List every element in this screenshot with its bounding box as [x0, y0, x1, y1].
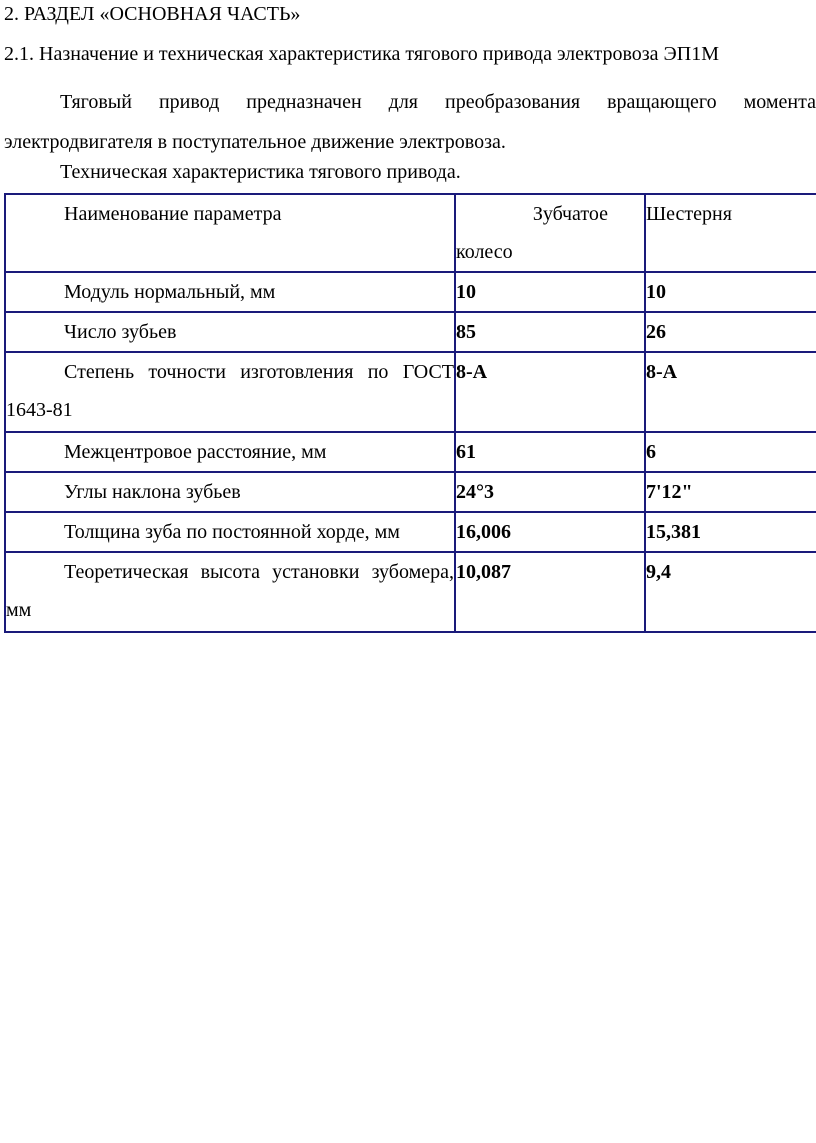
parameter-cell — [5, 312, 455, 352]
pinion-value: 9,4 — [645, 552, 816, 632]
table-row — [5, 312, 816, 352]
gear-value: 10 — [455, 272, 645, 312]
parameter-name: Модуль нормальный, мм — [64, 281, 276, 303]
header-gear-line1: Зубчатое — [532, 203, 608, 225]
parameter-cell — [5, 352, 455, 432]
table-row — [5, 472, 816, 512]
table-header-row — [5, 194, 816, 272]
gear-value: 16,006 — [455, 512, 645, 552]
parameter-cell — [5, 472, 455, 512]
gear-value: 85 — [455, 312, 645, 352]
parameter-cell — [5, 552, 455, 632]
parameter-name: Теоретическая высота установки зубомера, мм — [6, 561, 454, 621]
purpose-paragraph — [4, 82, 816, 162]
table-row — [5, 552, 816, 632]
pinion-value: 7'12" — [645, 472, 816, 512]
parameter-name: Число зубьев — [64, 321, 177, 343]
purpose-paragraph-text: Тяговый привод предназначен для преобразования вращающего момента электродвигателя в поступательное движение электровоза. — [4, 91, 816, 153]
pinion-value: 8-А — [645, 352, 816, 432]
header-gear-line2: колесо — [456, 241, 513, 263]
parameter-cell — [5, 432, 455, 472]
pinion-value: 26 — [645, 312, 816, 352]
pinion-value: 6 — [645, 432, 816, 472]
parameter-cell — [5, 512, 455, 552]
header-parameter-cell — [5, 194, 455, 272]
gear-value: 24°3 — [455, 472, 645, 512]
table-row — [5, 272, 816, 312]
table-row — [5, 352, 816, 432]
table-caption: Техническая характеристика тягового привода. — [60, 161, 461, 183]
subsection-title: 2.1. Назначение и техническая характеристика тягового привода электровоза ЭП1М — [4, 43, 719, 65]
header-gear-cell — [455, 194, 645, 272]
parameter-name: Углы наклона зубьев — [64, 481, 241, 503]
header-pinion: Шестерня — [646, 203, 732, 225]
header-pinion-cell — [645, 194, 816, 272]
pinion-value: 15,381 — [645, 512, 816, 552]
gear-value: 8-А — [455, 352, 645, 432]
spec-table — [4, 193, 816, 633]
table-row — [5, 512, 816, 552]
parameter-name: Степень точности изготовления по ГОСТ 1643-81 — [6, 361, 454, 421]
parameter-name: Межцентровое расстояние, мм — [64, 441, 327, 463]
pinion-value: 10 — [645, 272, 816, 312]
header-parameter: Наименование параметра — [64, 203, 282, 225]
parameter-name: Толщина зуба по постоянной хорде, мм — [64, 521, 400, 543]
parameter-cell — [5, 272, 455, 312]
gear-value: 61 — [455, 432, 645, 472]
gear-value: 10,087 — [455, 552, 645, 632]
table-row — [5, 432, 816, 472]
section-title: 2. РАЗДЕЛ «ОСНОВНАЯ ЧАСТЬ» — [4, 3, 301, 25]
